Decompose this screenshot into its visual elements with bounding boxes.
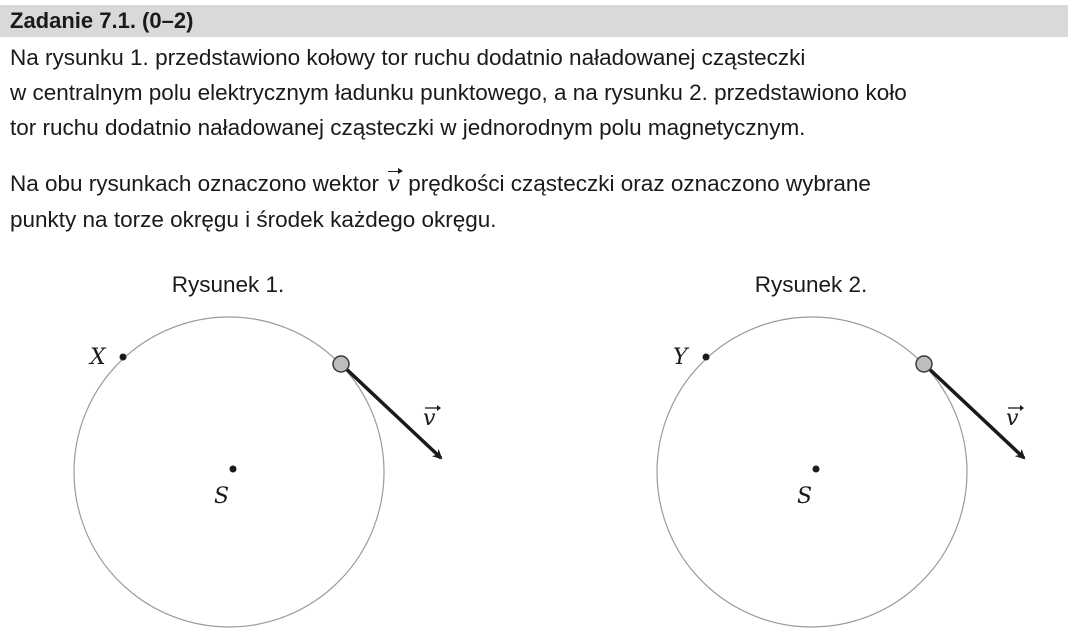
center-s-dot: [230, 466, 237, 473]
task-description: [10, 40, 907, 145]
figure-2-diagram: [611, 262, 1019, 630]
center-s-label: S: [214, 484, 230, 509]
instructions-line-2: punkty na torze okręgu i środek każdego okręgu.: [10, 207, 497, 232]
particle-icon: [916, 356, 932, 372]
velocity-vector-label: v: [1006, 406, 1019, 431]
figure-1: [28, 262, 436, 630]
figure-2-title: Rysunek 2.: [754, 272, 868, 297]
description-line-2: w centralnym polu elektrycznym ładunku punktowego, a na rysunku 2. przedstawiono koło: [10, 80, 907, 105]
particle-icon: [333, 356, 349, 372]
task-title: Zadanie 7.1. (0–2): [10, 8, 194, 33]
point-y-dot: [703, 354, 710, 361]
description-line-1: Na rysunku 1. przedstawiono kołowy tor ruchu dodatnio naładowanej cząsteczki: [10, 45, 806, 70]
point-y-label: Y: [673, 345, 688, 370]
velocity-vector-label: v: [423, 406, 436, 431]
instructions-line-1-end: prędkości cząsteczki oraz oznaczono wybrane: [408, 171, 871, 196]
velocity-vector-symbol: v: [385, 167, 402, 202]
description-line-3: tor ruchu dodatnio naładowanej cząsteczki w jednorodnym polu magnetycznym.: [10, 115, 806, 140]
center-s-label: S: [797, 484, 813, 509]
point-x-label: X: [90, 345, 106, 370]
task-instructions: [10, 166, 871, 237]
instructions-line-1-start: Na obu rysunkach oznaczono wektor: [10, 171, 379, 196]
center-s-dot: [813, 466, 820, 473]
instructions-line-1: [10, 166, 871, 202]
task-header: [0, 5, 1068, 37]
point-x-dot: [120, 354, 127, 361]
figure-1-title: Rysunek 1.: [171, 272, 285, 297]
figure-1-diagram: [28, 262, 436, 630]
figure-2: [611, 262, 1019, 630]
